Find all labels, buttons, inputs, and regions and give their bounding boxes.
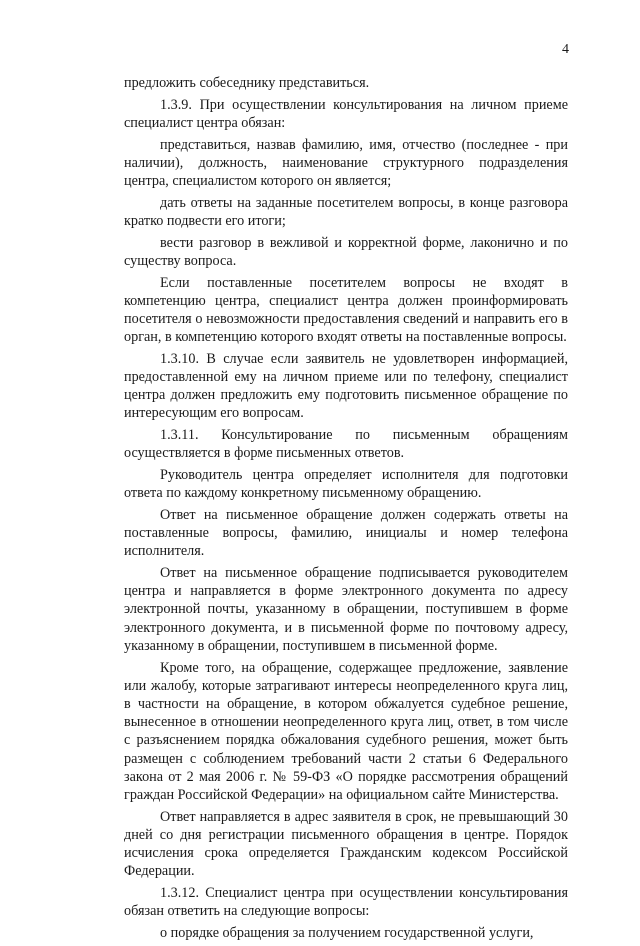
paragraph: о порядке обращения за получением государственной услуги, [160,924,534,941]
paragraph: Ответ на письменное обращение должен содержать ответы на поставленные вопросы, фамилию, инициалы и номер телефона исполнителя. [124,506,568,560]
paragraph: 1.3.11. Консультирование по письменным обращениям осуществляется в форме письменных ответов. [124,427,568,462]
paragraph: вести разговор в вежливой и корректной форме, лаконично и по существу вопроса. [124,234,568,269]
paragraph: Руководитель центра определяет исполнителя для подготовки ответа по каждому конкретному письменному обращению. [124,467,568,502]
paragraph: 1.3.10. В случае если заявитель не удовлетворен информацией, предоставленной ему на личном приеме или по телефону, специалист центра должен предложить ему подготовить письменное обращение по интересующим его вопросам. [124,350,568,422]
paragraph: дать ответы на заданные посетителем вопросы, в конце разговора кратко подвести его итоги; [124,194,568,229]
paragraph: представиться, назвав фамилию, имя, отчество (последнее - при наличии), должность, наименование структурного подразделения центра, специалистом которого он является; [124,136,568,190]
paragraph: Ответ направляется в адрес заявителя в срок, не превышающий 30 дней со дня регистрации письменного обращения в центре. Порядок исчисления срока определяется Гражданским кодексом Российской Федерации. [124,808,568,880]
paragraph: 1.3.12. Специалист центра при осуществлении консультирования обязан ответить на следующие вопросы: [124,885,568,920]
paragraph: Если поставленные посетителем вопросы не входят в компетенцию центра, специалист центра должен проинформировать посетителя о невозможности предоставления сведений и направить его в орган, в компетенцию которого входят ответы на поставленные вопросы. [124,274,568,346]
paragraph: предложить собеседнику представиться. [124,75,370,91]
page-number: 4 [562,42,569,57]
document-body [124,74,568,946]
paragraph: 1.3.9. При осуществлении консультирования на личном приеме специалист центра обязан: [124,96,568,131]
paragraph: Кроме того, на обращение, содержащее предложение, заявление или жалобу, которые затрагивают интересы неопределенного круга лиц, в частности на обращение, в котором обжалуется судебное решение, вынесенное в отношении неопределенного круга лиц, ответ, в том числе с разъяснением порядка обжалования судебного решения, может быть размещен с соблюдением требований части 2 статьи 6 Федерального закона от 2 мая 2006 г. № 59-ФЗ «О порядке рассмотрения обращений граждан Российской Федерации» на официальном сайте Министерства. [124,659,568,804]
paragraph: Ответ на письменное обращение подписывается руководителем центра и направляется в форме электронного документа по адресу электронной почты, указанному в обращении, поступившем в форме электронного документа, и в письменной форме по почтовому адресу, указанному в обращении, поступившем в письменной форме. [124,565,568,654]
